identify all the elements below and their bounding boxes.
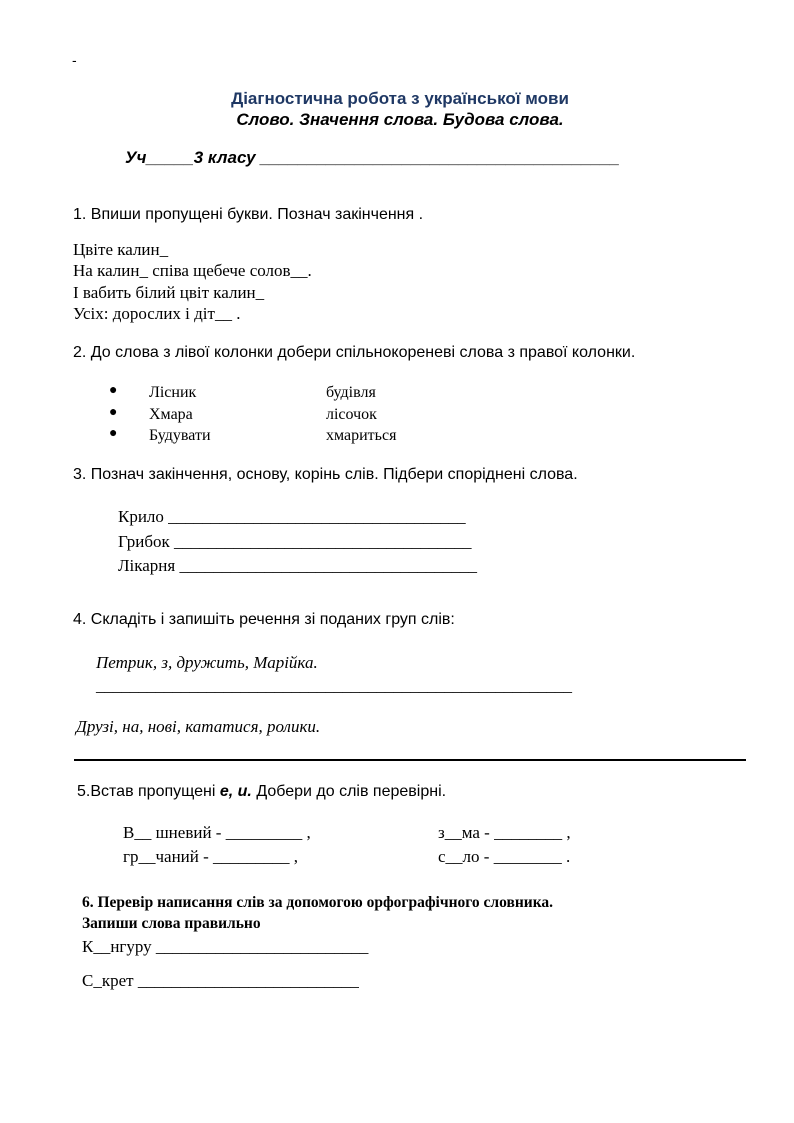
bullet-icon: ● — [109, 426, 118, 441]
task5-left-item-2: гр__чаний - _________ , — [123, 847, 299, 866]
task2-right-word-1: будівля — [326, 384, 376, 401]
task4-prompt: 4. Складіть і запишіть речення зі поданих груп слів: — [73, 611, 455, 628]
task2-left-word-2: Хмара — [149, 406, 193, 423]
task1-line-1: Цвіте калин_ — [73, 240, 169, 259]
task6-prompt-1: 6. Перевір написання слів за допомогою орфографічного словника. — [82, 894, 554, 911]
task5-right-item-2: с__ло - ________ . — [438, 847, 571, 866]
task2-right-word-3: хмариться — [326, 427, 397, 444]
task5-prompt-vowels: е, и. — [219, 783, 252, 800]
task4-answer-line-2 — [74, 759, 746, 761]
bullet-icon: ● — [109, 383, 118, 398]
task2-prompt: 2. До слова з лівої колонки добери спільнокореневі слова з правої колонки. — [73, 344, 636, 361]
task3-prompt: 3. Познач закінчення, основу, корінь слів. Підбери споріднені слова. — [73, 466, 578, 483]
task6-line-2: С_крет __________________________ — [82, 971, 359, 990]
task4-answer-line-1: ________________________________________________________ — [96, 676, 572, 695]
task5-prompt — [77, 783, 446, 801]
task6-prompt-2: Запиши слова правильно — [82, 915, 261, 932]
page-dash: - — [72, 52, 77, 68]
task2-left-word-3: Будувати — [149, 427, 211, 444]
task5-right-item-1: з__ма - ________ , — [438, 823, 571, 842]
task5-left-item-1: В__ шневий - _________ , — [123, 823, 311, 842]
task1-line-2: На калин_ співа щебече солов__. — [73, 261, 312, 280]
task6-line-1: К__нгуру _________________________ — [82, 937, 369, 956]
task3-line-1: Крило ___________________________________ — [118, 507, 466, 526]
task3-line-3: Лікарня ___________________________________ — [118, 556, 477, 575]
task1-prompt: 1. Впиши пропущені букви. Познач закінчення . — [73, 206, 424, 223]
task1-line-3: І вабить білий цвіт калин_ — [73, 283, 265, 302]
worksheet-title: Діагностична робота з української мови — [231, 89, 569, 108]
task1-line-4: Усіх: дорослих і діт__ . — [73, 304, 241, 323]
task4-word-group-1: Петрик, з, дружить, Марійка. — [96, 653, 318, 672]
bullet-icon: ● — [109, 405, 118, 420]
task5-prompt-start: 5.Встав пропущені — [77, 783, 220, 800]
worksheet-subtitle: Слово. Значення слова. Будова слова. — [236, 110, 564, 129]
task2-left-word-1: Лісник — [149, 384, 197, 401]
task5-prompt-end: Добери до слів перевірні. — [251, 783, 447, 800]
task3-line-2: Грибок ___________________________________ — [118, 532, 472, 551]
task4-word-group-2: Друзі, на, нові, кататися, ролики. — [76, 717, 321, 736]
pupil-name-line: Уч_____3 класу ______________________________________ — [125, 148, 620, 167]
task2-right-word-2: лісочок — [326, 406, 377, 423]
